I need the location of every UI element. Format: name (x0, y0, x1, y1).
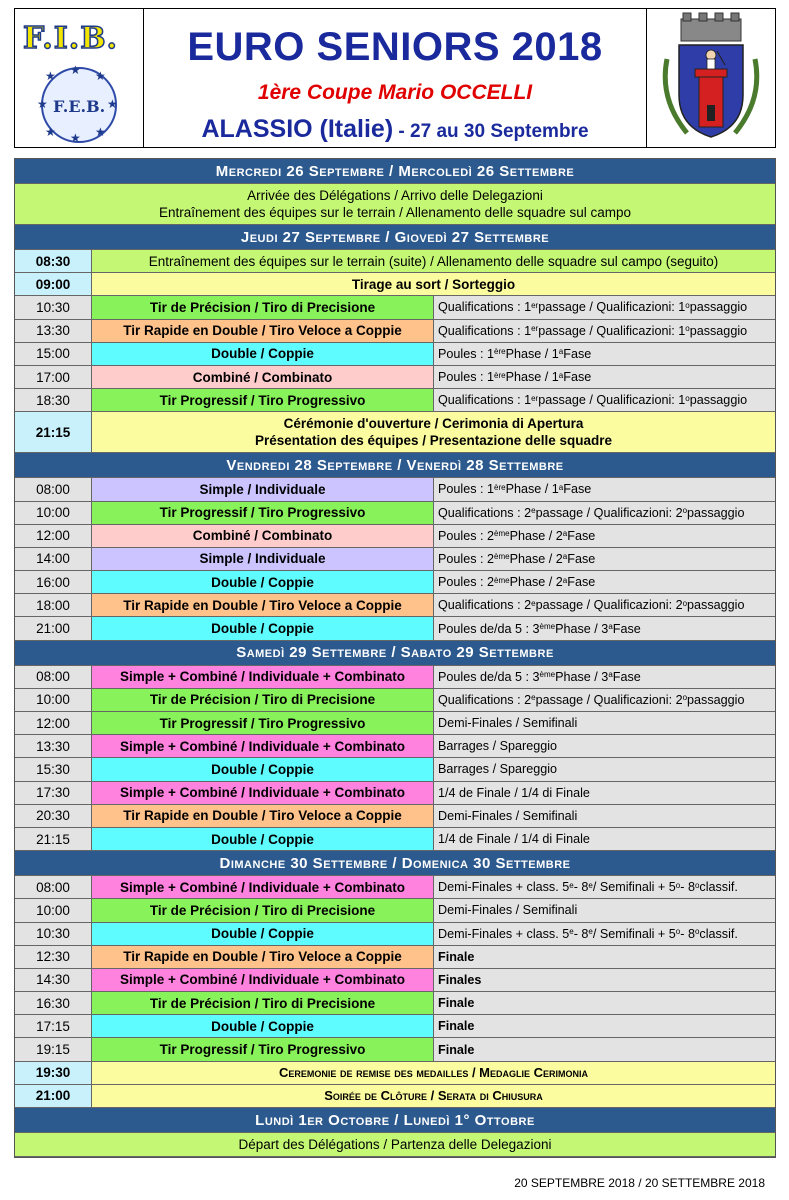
star-icon: ★ (45, 125, 56, 139)
phase-cell (434, 689, 775, 711)
star-icon: ★ (37, 97, 48, 111)
schedule-row (15, 946, 775, 969)
phase-cell (434, 876, 775, 898)
phase-cell (434, 1015, 775, 1037)
superscript: o (685, 324, 690, 334)
wide-event-cell: Tirage au sort / Sorteggio (92, 273, 775, 295)
page-subtitle: 1ère Coupe Mario OCCELLI (257, 81, 533, 104)
phase-text: Fase (612, 669, 641, 684)
event-cell: Simple + Combiné / Individuale + Combinato (92, 876, 434, 898)
phase-text: Finale (438, 1019, 475, 1034)
phase-text: Poules de/da 5 : 3 (438, 621, 540, 636)
superscript: er (531, 300, 539, 310)
time-cell: 14:00 (15, 548, 92, 570)
phase-text: Barrages / Spareggio (438, 762, 558, 777)
event-cell: Tir Progressif / Tiro Progressivo (92, 389, 434, 411)
phase-cell (434, 343, 775, 365)
phase-text: Fase (563, 482, 592, 497)
time-cell: 08:00 (15, 876, 92, 898)
schedule-row (15, 525, 775, 548)
phase-text: Poules : 2 (438, 551, 495, 566)
wide-event-cell: Ceremonie de remise des medailles / Medaglie Cerimonia (92, 1062, 775, 1084)
phase-text: 1/4 de Finale / 1/4 di Finale (438, 832, 590, 847)
phase-text: Finale (438, 1042, 475, 1057)
phase-text: Phase / 3 (555, 621, 609, 636)
day-header-label: Lundì 1er Octobre / Lunedì 1° Ottobre (255, 1111, 535, 1129)
document-header (14, 8, 776, 148)
phase-text: Fase (567, 575, 596, 590)
info-line: Entraînement des équipes sur le terrain / Allenamento delle squadre sul campo (158, 205, 632, 220)
phase-cell (434, 828, 775, 850)
phase-cell (434, 758, 775, 780)
time-cell: 21:00 (15, 1085, 92, 1107)
phase-text: Poules : 1 (438, 482, 495, 497)
superscript: e (531, 693, 536, 703)
time-cell: 13:30 (15, 735, 92, 757)
phase-cell (434, 366, 775, 388)
phase-text: passage / Qualificazioni: 2 (535, 692, 683, 707)
day-header (15, 159, 775, 184)
phase-text: passaggio (689, 323, 748, 338)
schedule-row (15, 969, 775, 992)
phase-text: Demi-Finales / Semifinali (438, 716, 578, 731)
phase-cell (434, 320, 775, 342)
day-header (15, 641, 775, 666)
location-name: ALASSIO (Italie) (201, 115, 394, 143)
phase-text: Qualifications : 1 (438, 393, 532, 408)
phase-cell (434, 805, 775, 827)
superscript: e (569, 927, 574, 937)
superscript: o (675, 880, 681, 890)
phase-text: Fase (567, 551, 596, 566)
event-cell: Double / Coppie (92, 828, 434, 850)
superscript: er (531, 393, 539, 403)
time-cell: 16:30 (15, 992, 92, 1014)
event-location (143, 115, 647, 144)
phase-cell (434, 571, 775, 593)
schedule-row (15, 389, 775, 412)
superscript: o (682, 506, 688, 516)
phase-text: passage / Qualificazioni: 1 (538, 393, 686, 408)
phase-text: Barrages / Spareggio (438, 739, 558, 754)
time-cell: 21:15 (15, 828, 92, 850)
phase-cell (434, 1038, 775, 1060)
time-cell: 17:15 (15, 1015, 92, 1037)
time-cell: 18:30 (15, 389, 92, 411)
phase-cell (434, 617, 775, 639)
schedule-row (15, 617, 775, 640)
info-cell (15, 184, 775, 224)
superscript: a (562, 529, 568, 539)
superscript: a (608, 670, 613, 680)
superscript: a (558, 482, 564, 492)
event-cell: Simple + Combiné / Individuale + Combinato (92, 969, 434, 991)
info-line: Présentation des équipes / Presentazione delle squadre (254, 433, 613, 449)
schedule-row (15, 320, 775, 343)
schedule-row (15, 1015, 775, 1038)
event-cell: Tir Rapide en Double / Tiro Veloce a Coppie (92, 320, 434, 342)
info-line: Arrivée des Délégations / Arrivo delle Delegazioni (247, 188, 543, 203)
phase-cell (434, 525, 775, 547)
superscript: e (531, 506, 536, 516)
superscript: ère (494, 370, 506, 380)
time-cell: 12:30 (15, 946, 92, 968)
day-header-label: Samedì 29 Settembre / Sabato 29 Settembre (236, 644, 554, 662)
superscript: a (562, 552, 568, 562)
event-cell: Combiné / Combinato (92, 525, 434, 547)
phase-text: - 8 (573, 926, 589, 941)
event-cell: Tir de Précision / Tiro di Precisione (92, 689, 434, 711)
coat-of-arms-icon (647, 9, 775, 147)
schedule-row (15, 828, 775, 851)
star-icon: ★ (107, 97, 118, 111)
event-cell: Double / Coppie (92, 571, 434, 593)
time-cell: 08:30 (15, 250, 92, 272)
phase-cell (434, 712, 775, 734)
superscript: ème (494, 552, 510, 562)
phase-cell (434, 735, 775, 757)
superscript: o (682, 598, 688, 608)
phase-text: passage / Qualificazioni: 1 (538, 300, 686, 315)
phase-cell (434, 992, 775, 1014)
time-cell: 10:00 (15, 899, 92, 921)
schedule-row (15, 735, 775, 758)
phase-cell (434, 923, 775, 945)
phase-text: Demi-Finales / Semifinali (438, 808, 578, 823)
event-cell: Tir Progressif / Tiro Progressivo (92, 712, 434, 734)
star-icon: ★ (45, 69, 56, 83)
phase-text: Phase / 2 (509, 575, 563, 590)
phase-cell (434, 478, 775, 500)
superscript: ème (539, 670, 556, 680)
event-cell: Tir Rapide en Double / Tiro Veloce a Coppie (92, 946, 434, 968)
event-cell: Tir Progressif / Tiro Progressivo (92, 502, 434, 524)
phase-cell (434, 594, 775, 616)
day-header (15, 851, 775, 876)
superscript: a (608, 622, 613, 632)
day-header (15, 453, 775, 478)
phase-cell (434, 666, 775, 688)
event-cell: Simple / Individuale (92, 548, 434, 570)
event-cell: Simple + Combiné / Individuale + Combinato (92, 782, 434, 804)
schedule-row (15, 594, 775, 617)
phase-cell (434, 389, 775, 411)
superscript: a (558, 370, 564, 380)
event-dates: - 27 au 30 Septembre (393, 121, 589, 142)
time-cell: 19:30 (15, 1062, 92, 1084)
time-cell: 13:30 (15, 320, 92, 342)
phase-text: Phase / 2 (509, 528, 563, 543)
schedule-row (15, 712, 775, 735)
phase-text: - 8 (680, 926, 695, 941)
feb-logo-text: F.E.B. (53, 97, 106, 116)
schedule-row (15, 366, 775, 389)
schedule-row (15, 250, 775, 273)
time-cell: 12:00 (15, 525, 92, 547)
day-header (15, 225, 775, 250)
superscript: o (685, 393, 690, 403)
superscript: ème (494, 575, 510, 585)
event-cell: Double / Coppie (92, 343, 434, 365)
phase-text: Poules de/da 5 : 3 (438, 669, 540, 684)
phase-cell (434, 548, 775, 570)
wide-event-cell: Entraînement des équipes sur le terrain (suite) / Allenamento delle squadre sul campo (seguito) (92, 250, 775, 272)
info-line: Départ des Délégations / Partenza delle Delegazioni (238, 1137, 552, 1152)
phase-cell (434, 969, 775, 991)
phase-text: 1/4 de Finale / 1/4 di Finale (438, 785, 590, 800)
phase-text: Poules : 2 (438, 575, 495, 590)
time-cell: 10:00 (15, 502, 92, 524)
phase-text: Qualifications : 2 (438, 505, 532, 520)
phase-text: Qualifications : 2 (438, 598, 532, 613)
phase-text: - 8 (573, 880, 589, 895)
schedule-row (15, 343, 775, 366)
phase-text: Demi-Finales + class. 5 (438, 880, 570, 895)
phase-text: - 8 (680, 880, 695, 895)
phase-text: passaggio (689, 300, 748, 315)
schedule-row (15, 1062, 775, 1085)
schedule-row (15, 782, 775, 805)
phase-text: Qualifications : 2 (438, 692, 532, 707)
superscript: a (562, 575, 568, 585)
schedule-row (15, 571, 775, 594)
phase-text: passage / Qualificazioni: 2 (535, 598, 683, 613)
time-cell: 10:00 (15, 689, 92, 711)
time-cell: 18:00 (15, 594, 92, 616)
schedule-row (15, 502, 775, 525)
alassio-coat-of-arms (646, 9, 775, 147)
day-header-label: Jeudi 27 Septembre / Giovedì 27 Settembre (240, 228, 550, 246)
phase-cell (434, 502, 775, 524)
schedule-row (15, 184, 775, 225)
phase-text: passaggio (687, 598, 745, 613)
phase-text: Fase (563, 370, 592, 385)
wide-event-cell: Soirée de Clôture / Serata di Chiusura (92, 1085, 775, 1107)
phase-text: Poules : 1 (438, 370, 495, 385)
event-cell: Simple / Individuale (92, 478, 434, 500)
phase-text: passage / Qualificazioni: 1 (538, 323, 686, 338)
time-cell: 21:00 (15, 617, 92, 639)
phase-text: Phase / 2 (509, 551, 563, 566)
event-cell: Tir Progressif / Tiro Progressivo (92, 1038, 434, 1060)
time-cell: 10:30 (15, 296, 92, 318)
schedule-row (15, 273, 775, 296)
time-cell: 08:00 (15, 478, 92, 500)
superscript: ème (494, 529, 510, 539)
phase-text: classif. (699, 880, 738, 895)
schedule-row (15, 1085, 775, 1108)
phase-text: / Semifinali + 5 (592, 880, 676, 895)
time-cell: 17:30 (15, 782, 92, 804)
time-cell: 17:00 (15, 366, 92, 388)
event-cell: Simple + Combiné / Individuale + Combinato (92, 735, 434, 757)
event-cell: Simple + Combiné / Individuale + Combinato (92, 666, 434, 688)
info-cell (15, 1133, 775, 1156)
schedule-row (15, 548, 775, 571)
time-cell: 19:15 (15, 1038, 92, 1060)
star-icon: ★ (70, 63, 81, 77)
schedule-row (15, 296, 775, 319)
superscript: o (694, 927, 700, 937)
fib-logo-text: F.I.B. (23, 21, 119, 56)
phase-text: Demi-Finales + class. 5 (438, 926, 570, 941)
superscript: ère (494, 482, 506, 492)
schedule-row (15, 923, 775, 946)
phase-text: Finale (438, 949, 475, 964)
schedule-row (15, 412, 775, 453)
phase-cell (434, 899, 775, 921)
time-cell: 08:00 (15, 666, 92, 688)
superscript: ème (539, 622, 556, 632)
superscript: o (685, 300, 690, 310)
event-cell: Double / Coppie (92, 758, 434, 780)
event-cell: Tir de Précision / Tiro di Precisione (92, 899, 434, 921)
time-cell: 15:30 (15, 758, 92, 780)
superscript: er (531, 324, 539, 334)
phase-text: passaggio (687, 692, 745, 707)
phase-text: Qualifications : 1 (438, 323, 532, 338)
phase-cell (434, 782, 775, 804)
phase-text: passaggio (689, 393, 748, 408)
event-cell: Tir de Précision / Tiro di Precisione (92, 296, 434, 318)
wide-event-cell (92, 412, 775, 452)
event-cell: Double / Coppie (92, 1015, 434, 1037)
superscript: o (682, 693, 688, 703)
event-cell: Double / Coppie (92, 923, 434, 945)
superscript: a (558, 347, 564, 357)
phase-text: Phase / 3 (555, 669, 609, 684)
day-header-label: Dimanche 30 Settembre / Domenica 30 Settembre (219, 854, 571, 872)
phase-text: Fase (612, 621, 641, 636)
time-cell: 15:00 (15, 343, 92, 365)
superscript: e (588, 880, 593, 890)
event-cell: Double / Coppie (92, 617, 434, 639)
day-header (15, 1108, 775, 1133)
phase-text: / Semifinali + 5 (592, 926, 676, 941)
fib-logo (15, 9, 144, 147)
phase-text: Finales (438, 972, 482, 987)
event-cell: Tir Rapide en Double / Tiro Veloce a Coppie (92, 594, 434, 616)
schedule-row (15, 689, 775, 712)
day-header-label: Vendredi 28 Septembre / Venerdì 28 Settembre (226, 456, 564, 474)
phase-text: Phase / 1 (505, 370, 559, 385)
schedule-row (15, 1133, 775, 1157)
event-cell: Tir Rapide en Double / Tiro Veloce a Coppie (92, 805, 434, 827)
day-header-label: Mercredi 26 Septembre / Mercoledì 26 Settembre (215, 162, 575, 180)
document-date: 20 SEPTEMBRE 2018 / 20 SETTEMBRE 2018 (514, 1176, 765, 1190)
time-cell: 16:00 (15, 571, 92, 593)
phase-cell (434, 946, 775, 968)
time-cell: 20:30 (15, 805, 92, 827)
phase-text: classif. (699, 926, 738, 941)
phase-text: passaggio (687, 505, 745, 520)
phase-text: Fase (567, 528, 596, 543)
schedule-row (15, 899, 775, 922)
schedule-table (14, 158, 776, 1158)
phase-text: Poules : 1 (438, 346, 495, 361)
event-cell: Combiné / Combinato (92, 366, 434, 388)
star-icon: ★ (95, 125, 106, 139)
schedule-row (15, 666, 775, 689)
superscript: e (588, 927, 593, 937)
superscript: e (569, 880, 574, 890)
superscript: ère (494, 347, 506, 357)
schedule-row (15, 805, 775, 828)
star-icon: ★ (70, 131, 81, 145)
time-cell: 12:00 (15, 712, 92, 734)
time-cell: 09:00 (15, 273, 92, 295)
phase-text: Qualifications : 1 (438, 300, 532, 315)
schedule-row (15, 758, 775, 781)
phase-text: Finale (438, 996, 475, 1011)
phase-text: Poules : 2 (438, 528, 495, 543)
phase-text: Phase / 1 (505, 346, 559, 361)
page-title: EURO SENIORS 2018 (187, 25, 603, 69)
star-icon: ★ (95, 69, 106, 83)
phase-text: Phase / 1 (505, 482, 559, 497)
schedule-row (15, 1038, 775, 1061)
superscript: o (675, 927, 681, 937)
schedule-row (15, 992, 775, 1015)
superscript: o (694, 880, 700, 890)
time-cell: 14:30 (15, 969, 92, 991)
event-cell: Tir de Précision / Tiro di Precisione (92, 992, 434, 1014)
time-cell: 21:15 (15, 412, 92, 452)
info-line: Cérémonie d'ouverture / Cerimonia di Apertura (283, 416, 584, 432)
schedule-row (15, 478, 775, 501)
phase-text: Fase (563, 346, 592, 361)
phase-text: Demi-Finales / Semifinali (438, 903, 578, 918)
schedule-row (15, 876, 775, 899)
phase-text: passage / Qualificazioni: 2 (535, 505, 683, 520)
phase-cell (434, 296, 775, 318)
superscript: e (531, 598, 536, 608)
time-cell: 10:30 (15, 923, 92, 945)
